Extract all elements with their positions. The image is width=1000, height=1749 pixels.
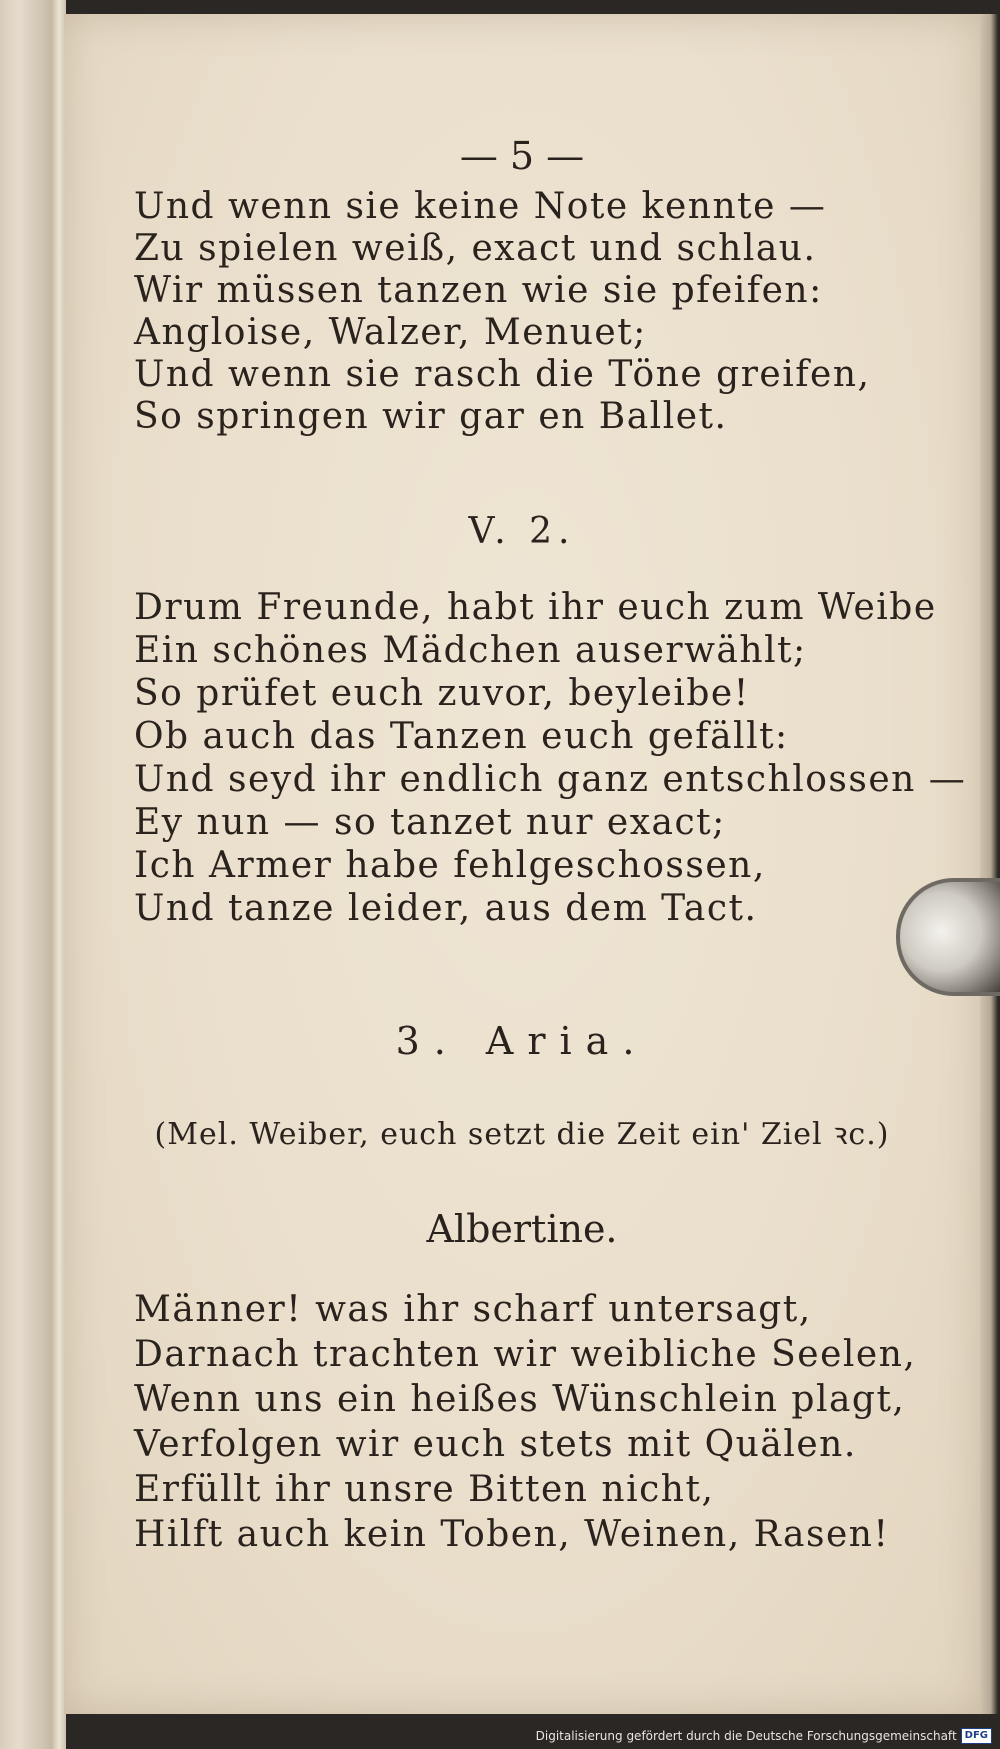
verse-line: Wenn uns ein heißes Wünschlein plagt, bbox=[134, 1379, 906, 1420]
page-text bbox=[64, 14, 980, 1714]
verse-line: So prüfet euch zuvor, beyleibe! bbox=[134, 673, 750, 714]
verse-line: Und tanze leider, aus dem Tact. bbox=[134, 888, 758, 929]
verse-line: Drum Freunde, habt ihr euch zum Weibe bbox=[134, 587, 937, 628]
digitization-footer bbox=[536, 1727, 992, 1745]
verse-line: Hilft auch kein Toben, Weinen, Rasen! bbox=[134, 1514, 890, 1555]
page-number: — 5 — bbox=[459, 134, 585, 178]
verse-line: Und seyd ihr endlich ganz entschlossen — bbox=[134, 759, 967, 800]
verse-line: Und wenn sie keine Note kennte — bbox=[134, 186, 827, 227]
verse-line: Ich Armer habe fehlgeschossen, bbox=[134, 845, 766, 886]
aria-heading: 3. Aria. bbox=[395, 1019, 649, 1063]
verse-line: Zu spielen weiß, exact und schlau. bbox=[134, 228, 817, 269]
dfg-logo: DFG bbox=[961, 1728, 992, 1744]
page-edge bbox=[980, 14, 998, 1714]
verse-line: So springen wir gar en Ballet. bbox=[134, 396, 728, 437]
verse-line: Männer! was ihr scharf untersagt, bbox=[134, 1289, 812, 1330]
verse-line: Erfüllt ihr unsre Bitten nicht, bbox=[134, 1469, 715, 1510]
page-clip bbox=[896, 878, 1000, 996]
melody-note: (Mel. Weiber, euch setzt die Zeit ein' Ziel ꝛc.) bbox=[154, 1117, 890, 1152]
verse-line: Darnach trachten wir weibliche Seelen, bbox=[134, 1334, 917, 1375]
verse-line: Wir müssen tanzen wie sie pfeifen: bbox=[134, 270, 823, 311]
verse-line: Ey nun — so tanzet nur exact; bbox=[134, 802, 726, 843]
page-paper bbox=[64, 14, 980, 1714]
verse-line: Und wenn sie rasch die Töne greifen, bbox=[134, 354, 871, 395]
speaker-name: Albertine. bbox=[426, 1207, 618, 1251]
verse-line: Angloise, Walzer, Menuet; bbox=[134, 312, 647, 353]
verse-line: Ein schönes Mädchen auserwählt; bbox=[134, 630, 807, 671]
verse-heading: V. 2. bbox=[468, 511, 576, 552]
verse-line: Verfolgen wir euch stets mit Quälen. bbox=[134, 1424, 857, 1465]
verse-line: Ob auch das Tanzen euch gefällt: bbox=[134, 716, 789, 757]
footer-text: Digitalisierung gefördert durch die Deutsche Forschungsgemeinschaft bbox=[535, 1729, 957, 1743]
